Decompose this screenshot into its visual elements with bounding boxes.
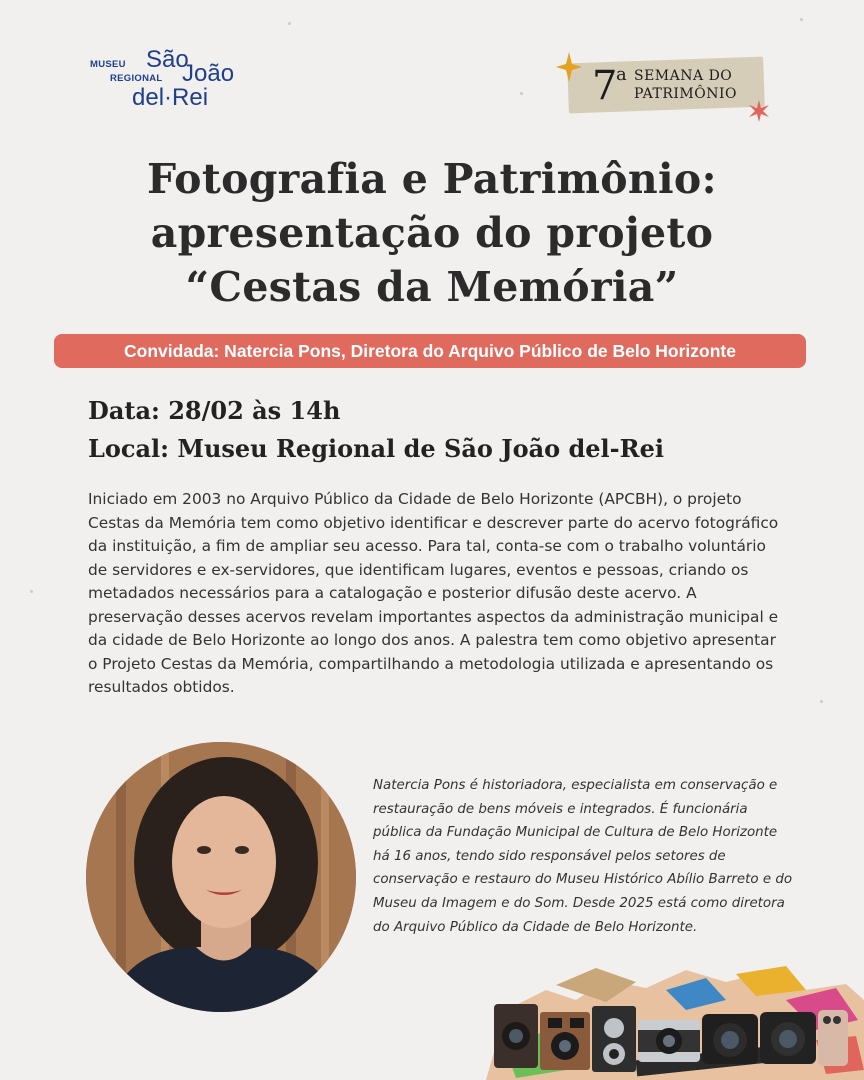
vintage-cameras-illustration [486, 960, 864, 1080]
title-line2: apresentação do projeto [150, 209, 714, 257]
event-date: Data: 28/02 às 14h [88, 396, 341, 425]
paper-speck [800, 18, 803, 21]
logo-regional: REGIONAL [110, 73, 163, 84]
paper-speck [820, 700, 823, 703]
title-line1: Fotografia e Patrimônio: [147, 155, 717, 203]
badge-number: 7 [592, 63, 618, 109]
semana-patrimonio-badge [556, 52, 772, 122]
badge-line2: PATRIMÔNIO [634, 86, 737, 102]
paper-speck [30, 590, 33, 593]
starburst-icon [748, 100, 770, 122]
speaker-bio: Natercia Pons é historiadora, especialista em conservação e restauração de bens móveis e integrados. É funcionária pública da Fundação Municipal de Cultura de Belo Horizonte há 16 anos, tendo sido responsável pelos setores de conservação e restauro do Museu Histórico Abílio Barreto e do Museu da Imagem e do Som. Desde 2025 está como diretora do Arquivo Público da Cidade de Belo Horizonte. [373, 778, 793, 935]
speaker-portrait [86, 742, 356, 1012]
logo-joao: João [182, 60, 235, 87]
guest-banner: Convidada: Natercia Pons, Diretora do Arquivo Público de Belo Horizonte [54, 334, 806, 368]
museum-logo [86, 48, 246, 118]
paper-speck [288, 22, 291, 25]
sparkle-icon [556, 52, 582, 82]
title-line3: “Cestas da Memória” [185, 263, 679, 311]
badge-ordinal: a [616, 64, 627, 85]
event-title [40, 152, 824, 314]
project-description: Iniciado em 2003 no Arquivo Público da Cidade de Belo Horizonte (APCBH), o projeto Cestas da Memória tem como objetivo identificar e descrever parte do acervo fotográfico da instituição, a fim de ampliar seu acesso. Para tal, conta-se com o trabalho voluntário de servidores e ex-servidores, que identificam lugares, eventos e pessoas, criando os metadados necessários para a catalogação e posterior difusão deste acervo. A preservação desses acervos revelam importantes aspectos da administração municipal e da cidade de Belo Horizonte ao longo dos anos. A palestra tem como objetivo apresentar o Projeto Cestas da Memória, compartilhando a metodologia utilizada e apresentando os resultados obtidos. [88, 490, 779, 696]
logo-del-rei: del·Rei [132, 84, 209, 111]
badge-line1: SEMANA DO [634, 68, 733, 84]
logo-museu: MUSEU [90, 59, 126, 70]
event-location: Local: Museu Regional de São João del-Rei [88, 434, 664, 463]
paper-speck [520, 92, 523, 95]
logo-sao: São [146, 46, 189, 73]
